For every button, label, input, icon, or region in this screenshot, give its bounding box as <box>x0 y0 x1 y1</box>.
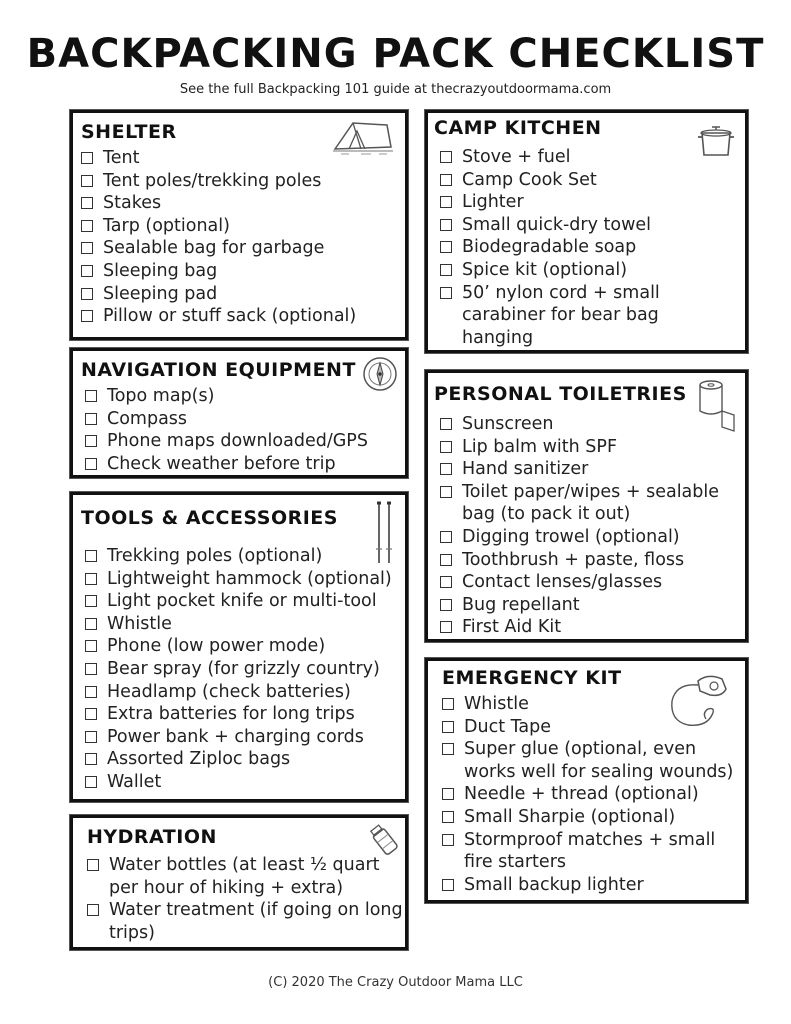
checklist-item-label: Wallet <box>107 771 162 792</box>
checklist-item <box>440 214 690 237</box>
checkbox[interactable] <box>440 219 452 231</box>
checklist-item <box>440 436 745 459</box>
checklist-item-label: Bug repellant <box>462 594 580 615</box>
shelter-section <box>70 110 408 340</box>
checklist-item <box>81 215 401 238</box>
checklist-item <box>442 738 747 783</box>
checklist-item-label: Check weather before trip <box>107 453 336 474</box>
checklist-item <box>81 305 401 328</box>
checklist-item-label: Tarp (optional) <box>103 215 230 236</box>
navigation-checklist <box>85 385 405 475</box>
checkbox[interactable] <box>442 698 454 710</box>
checkbox[interactable] <box>85 413 97 425</box>
checklist-item <box>85 771 409 794</box>
checklist-item <box>85 590 409 613</box>
checklist-item-label: Whistle <box>107 613 172 634</box>
checklist-item-label: Toilet paper/wipes + sealable bag (to pack it out) <box>462 481 720 525</box>
checklist-item-label: Needle + thread (optional) <box>464 784 699 805</box>
checklist-item <box>85 726 409 749</box>
section-title: NAVIGATION EQUIPMENT <box>81 359 356 381</box>
page-subtitle: See the full Backpacking 101 guide at thecrazyoutdoormama.com <box>179 82 612 97</box>
checklist-item <box>81 147 401 170</box>
checklist-item <box>440 616 745 639</box>
checkbox[interactable] <box>85 753 97 765</box>
checklist-item <box>440 571 745 594</box>
checklist-item-label: Toothbrush + paste, floss <box>462 549 685 570</box>
checklist-item <box>440 594 745 617</box>
checklist-item-label: Spice kit (optional) <box>462 259 628 280</box>
checkbox[interactable] <box>81 242 93 254</box>
checklist-item <box>81 192 401 215</box>
checklist-item-label: Stove + fuel <box>462 147 571 167</box>
checkbox[interactable] <box>440 463 452 475</box>
checkbox[interactable] <box>440 241 452 253</box>
checkbox[interactable] <box>85 550 97 562</box>
hydration-checklist <box>87 854 403 944</box>
section-title: TOOLS & ACCESSORIES <box>81 507 338 529</box>
checklist-item <box>440 526 745 549</box>
checklist-item <box>442 716 747 739</box>
section-title: CAMP KITCHEN <box>434 117 602 139</box>
emergency-kit-checklist <box>442 693 747 896</box>
checklist-item <box>85 748 409 771</box>
checkbox[interactable] <box>81 152 93 164</box>
checkbox[interactable] <box>85 686 97 698</box>
checklist-item <box>87 899 403 944</box>
checkbox[interactable] <box>440 287 452 299</box>
checklist-item-label: Bear spray (for grizzly country) <box>107 658 380 679</box>
checkbox[interactable] <box>440 174 452 186</box>
checkbox[interactable] <box>442 879 454 891</box>
checklist-item <box>440 259 690 282</box>
checklist-item-label: Sleeping bag <box>103 260 218 281</box>
checklist-item-label: Extra batteries for long trips <box>107 704 355 725</box>
water-bottle-icon <box>363 822 405 858</box>
checkbox[interactable] <box>85 595 97 607</box>
checklist-item <box>440 169 690 192</box>
checkbox[interactable] <box>85 776 97 788</box>
checklist-item-label: Compass <box>107 408 188 429</box>
camp-kitchen-checklist <box>440 146 690 349</box>
checkbox[interactable] <box>442 743 454 755</box>
checklist-item <box>85 658 409 681</box>
checklist-item-label: Lighter <box>462 192 524 213</box>
checklist-item-label: Duct Tape <box>464 716 552 737</box>
checkbox[interactable] <box>85 640 97 652</box>
section-title: HYDRATION <box>87 826 217 848</box>
checklist-item-label: Power bank + charging cords <box>107 726 364 747</box>
checkbox[interactable] <box>440 418 452 430</box>
checklist-item <box>440 146 690 169</box>
checklist-item <box>81 237 401 260</box>
checklist-item <box>440 481 745 526</box>
checklist-item <box>442 829 747 874</box>
checkbox[interactable] <box>85 731 97 743</box>
checklist-item-label: Digging trowel (optional) <box>462 526 680 547</box>
checklist-item <box>85 681 409 704</box>
checklist-item-label: Water treatment (if going on long trips) <box>109 900 403 943</box>
checklist-item <box>85 385 405 408</box>
checkbox[interactable] <box>87 859 99 871</box>
checkbox[interactable] <box>442 811 454 823</box>
checklist-item-label: Super glue (optional, even works well for sealing wounds) <box>464 739 734 782</box>
checkbox[interactable] <box>81 310 93 322</box>
checklist-item-label: Sunscreen <box>462 414 554 434</box>
checklist-item-label: 50’ nylon cord + small carabiner for bear bag hanging <box>462 282 660 348</box>
checklist-item-label: Camp Cook Set <box>462 169 597 190</box>
checkbox[interactable] <box>85 708 97 720</box>
checklist-item-label: First Aid Kit <box>462 617 562 638</box>
checklist-item <box>440 282 690 350</box>
checklist-item-label: Trekking poles (optional) <box>107 546 323 566</box>
checklist-item <box>85 635 409 658</box>
checklist-item-label: Pillow or stuff sack (optional) <box>103 306 357 327</box>
checklist-item-label: Tent <box>103 148 140 168</box>
checklist-item <box>442 806 747 829</box>
checkbox[interactable] <box>440 151 452 163</box>
emergency-kit-section <box>425 658 748 903</box>
checklist-item-label: Contact lenses/glasses <box>462 572 663 593</box>
checklist-item <box>85 408 405 431</box>
checklist-item <box>440 549 745 572</box>
checkbox[interactable] <box>81 288 93 300</box>
checklist-item-label: Stakes <box>103 193 162 214</box>
checkbox[interactable] <box>442 788 454 800</box>
checklist-item-label: Small quick-dry towel <box>462 214 652 235</box>
checkbox[interactable] <box>440 486 452 498</box>
cooking-pot-icon <box>694 121 738 159</box>
checkbox[interactable] <box>85 390 97 402</box>
checklist-item-label: Tent poles/trekking poles <box>103 170 322 191</box>
checkbox[interactable] <box>440 554 452 566</box>
checklist-item-label: Sleeping pad <box>103 283 218 304</box>
personal-toiletries-section <box>425 370 748 642</box>
checklist-item <box>440 191 690 214</box>
checkbox[interactable] <box>87 904 99 916</box>
page-title: BACKPACKING PACK CHECKLIST <box>26 31 765 77</box>
checklist-item <box>85 613 409 636</box>
shelter-checklist <box>81 147 401 328</box>
checklist-item-label: Hand sanitizer <box>462 459 589 480</box>
checklist-item <box>81 170 401 193</box>
checklist-item <box>85 430 405 453</box>
checklist-item <box>87 854 403 899</box>
checkbox[interactable] <box>440 441 452 453</box>
checkbox[interactable] <box>81 175 93 187</box>
checkbox[interactable] <box>442 721 454 733</box>
tools-checklist <box>85 545 409 794</box>
section-title: SHELTER <box>81 121 177 143</box>
checklist-item <box>81 283 401 306</box>
section-title: EMERGENCY KIT <box>442 667 622 689</box>
checklist-item <box>442 783 747 806</box>
tools-section <box>70 492 408 802</box>
checklist-item <box>85 545 409 568</box>
checkbox[interactable] <box>81 220 93 232</box>
checklist-item <box>440 413 745 436</box>
checkbox[interactable] <box>85 458 97 470</box>
checklist-item-label: Biodegradable soap <box>462 237 637 258</box>
checklist-item-label: Light pocket knife or multi-tool <box>107 591 377 612</box>
checklist-item <box>440 236 690 259</box>
checklist-item-label: Phone (low power mode) <box>107 636 326 657</box>
checklist-item-label: Whistle <box>464 694 529 714</box>
checkbox[interactable] <box>440 196 452 208</box>
checklist-item-label: Stormproof matches + small fire starters <box>464 829 716 873</box>
camp-kitchen-section <box>425 110 748 353</box>
checkbox[interactable] <box>442 834 454 846</box>
checklist-item-label: Small Sharpie (optional) <box>464 806 676 827</box>
checklist-item <box>85 568 409 591</box>
checklist-item <box>85 703 409 726</box>
section-title: PERSONAL TOILETRIES <box>434 383 687 405</box>
checklist-item-label: Headlamp (check batteries) <box>107 681 351 702</box>
hydration-section <box>70 815 408 950</box>
checkbox[interactable] <box>440 599 452 611</box>
checklist-item-label: Lightweight hammock (optional) <box>107 568 392 589</box>
checkbox[interactable] <box>85 573 97 585</box>
checkbox[interactable] <box>440 264 452 276</box>
checklist-item <box>85 453 405 476</box>
copyright-footer: (C) 2020 The Crazy Outdoor Mama LLC <box>268 975 523 990</box>
checklist-item-label: Assorted Ziploc bags <box>107 749 291 770</box>
checklist-item-label: Water bottles (at least ½ quart per hour of hiking + extra) <box>109 855 380 898</box>
checklist-item <box>442 693 747 716</box>
checklist-item-label: Topo map(s) <box>107 386 215 406</box>
checkbox[interactable] <box>85 618 97 630</box>
checkbox[interactable] <box>85 663 97 675</box>
checklist-item-label: Lip balm with SPF <box>462 436 618 457</box>
checkbox[interactable] <box>440 621 452 633</box>
personal-toiletries-checklist <box>440 413 745 639</box>
checkbox[interactable] <box>85 435 97 447</box>
checklist-item <box>442 874 747 897</box>
checkbox[interactable] <box>440 531 452 543</box>
checklist-item-label: Small backup lighter <box>464 874 644 895</box>
checklist-item-label: Sealable bag for garbage <box>103 238 325 259</box>
checklist-item-label: Phone maps downloaded/GPS <box>107 431 368 452</box>
checkbox[interactable] <box>440 576 452 588</box>
checklist-item <box>81 260 401 283</box>
checklist-item <box>440 458 745 481</box>
navigation-section <box>70 348 408 478</box>
checkbox[interactable] <box>81 265 93 277</box>
checkbox[interactable] <box>81 197 93 209</box>
